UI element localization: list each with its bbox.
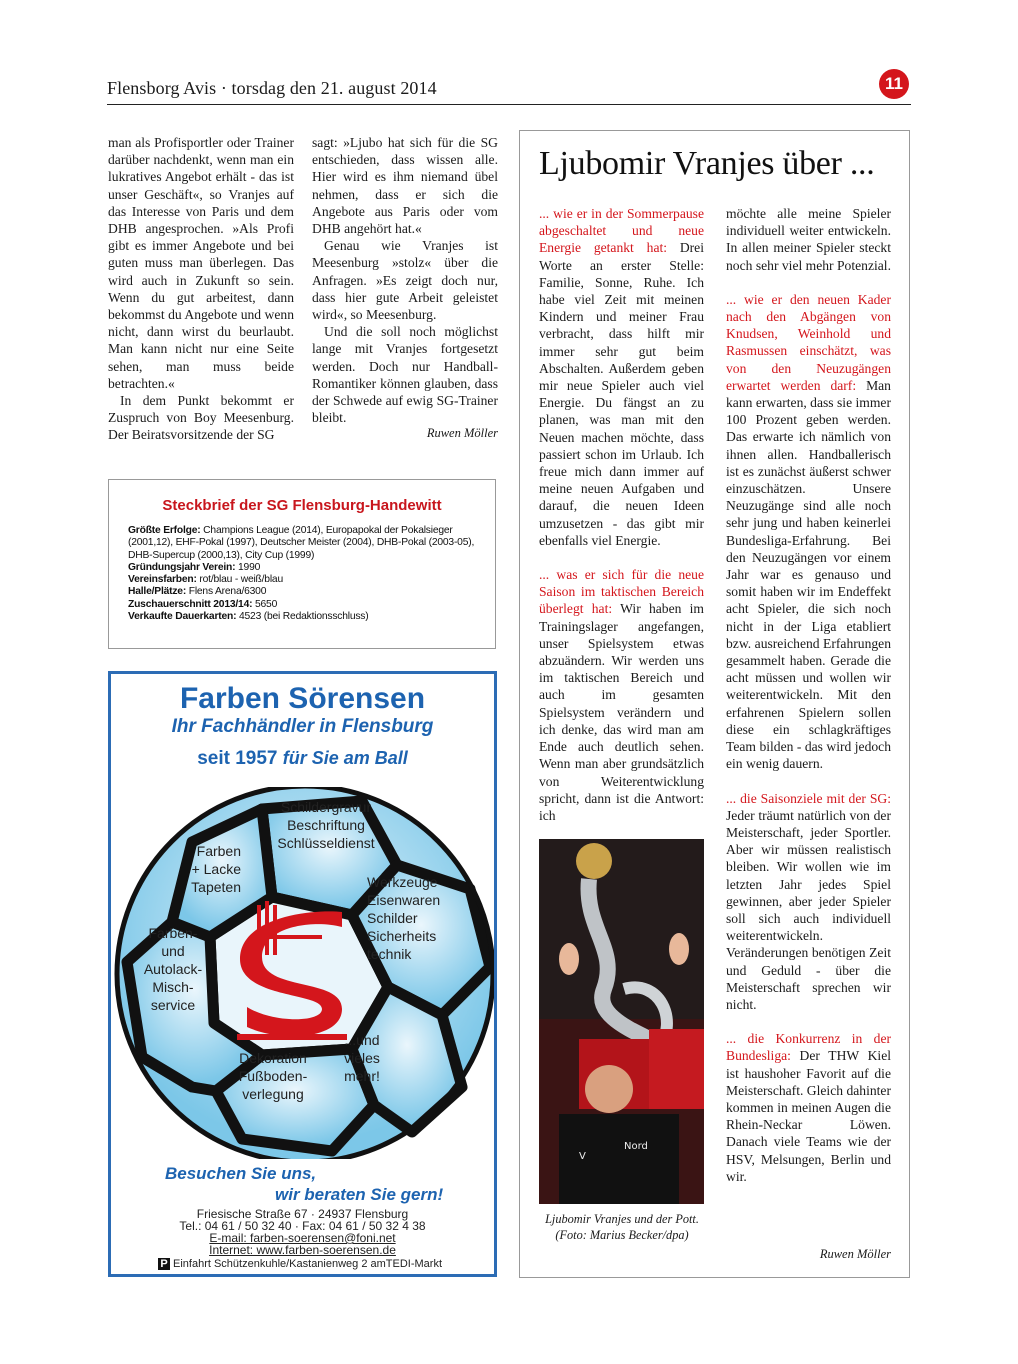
advertisement bbox=[108, 671, 497, 1277]
fact-label: Halle/Plätze: bbox=[128, 586, 187, 598]
paragraph: man als Profisportler oder Trainer darüber nachdenkt, wenn man ein lukratives Angebot erhält - das ist unser Geschäft«, so Vranjes auf das Interesse von Paris und dem DHB angesprochen. »Als Profi gibt es immer Angebote und bei guten muss man überlegen. Das wird auch in Zukunft so sein. Wenn du gut arbeitest, dann bekommst du Angebote und wenn nicht, dann wirst du beurlaubt. Man kann nicht nur eine Seite sehen, man muss beide betrachten.« bbox=[108, 135, 294, 391]
fact-label: Zuschauerschnitt 2013/14: bbox=[128, 598, 253, 610]
interview-question: ... wie er den neuen Kader nach den Abgängen von Knudsen, Weinhold und Rasmussen einschätzt, was von den Neuzugängen erwartet werden darf: bbox=[726, 291, 891, 393]
interview-title: Ljubomir Vranjes über ... bbox=[539, 145, 875, 182]
fact-value: 5650 bbox=[252, 598, 278, 610]
interview-answer bbox=[726, 291, 891, 773]
interview-column-right bbox=[726, 205, 891, 1185]
ball-label-paint: Farben + Lacke Tapeten bbox=[191, 843, 241, 895]
paragraph: Und die soll noch möglichst lange mit Vranjes fortgesetzt werden. Doch nur Handball-Romantiker können glauben, dass der Schwede auf ewig SG-Trainer bleibt. bbox=[312, 324, 498, 426]
ad-visit-line-2: wir beraten Sie gern! bbox=[275, 1185, 444, 1204]
photo-caption bbox=[534, 1211, 710, 1243]
fact-label: Vereinsfarben: bbox=[128, 574, 197, 586]
interview-answer-text: Man kann erwarten, dass sie immer 100 Prozent geben werden. Das erwarte ich nämlich von ihnen allen. Handballerisch ist es zunächst äußerst schwer einzuschätzen. Unsere Neuzugänge sind alle noch sehr jung und haben keinerlei Bundesliga-Erfahrung. Bei den Neuzugängen vor einem Jahr war es genauso und somit haben wir im Endeffekt acht Spieler, die sich noch nicht in der Liga etabliert bzw. ausreichend Erfahrungen gesammelt haben. Gerade die acht müssen und wollen wir weiterentwickeln. Mit den erfahrenen Spielern sollen diese ein schlagkräftiges Team bilden - das wird jedoch ein wenig dauern. bbox=[726, 377, 891, 772]
fact-row bbox=[128, 525, 477, 562]
paragraph: Genau wie Vranjes ist Meesenburg »stolz« über die Anfragen. »Es zeigt doch nur, dass hier gute Arbeit geleistet wird«, so Meesenburg. bbox=[312, 238, 498, 323]
ball-label-more: ...und vieles mehr! bbox=[344, 1032, 380, 1084]
svg-text:V: V bbox=[579, 1151, 586, 1162]
fact-row bbox=[128, 599, 477, 611]
fact-label: Gründungsjahr Verein: bbox=[128, 561, 236, 573]
fact-label: Größte Erfolge: bbox=[128, 525, 201, 536]
ball-label-mixing-service: Farben- und Autolack- Misch- service bbox=[143, 925, 203, 1013]
interview-question: ... die Konkurrenz in der Bundesliga: bbox=[726, 1031, 891, 1064]
ad-website-link[interactable]: Internet: www.farben-soerensen.de bbox=[209, 1243, 396, 1257]
ad-parking bbox=[158, 1258, 442, 1270]
fact-box-body bbox=[128, 525, 477, 623]
page-number-badge: 11 bbox=[879, 69, 909, 99]
interview-answer-text: Wir haben im Trainingslager angefangen, unser Spielsystem etwas abzuändern. Wir werden uns im taktischen Bereich und auch im gesamten Spielsystem verändern und ich denke, das wird man am Ende auch deutlich sehen. Wenn man aber grundsätzlich von Weiterentwicklung spricht, dann ist die Antwort: ich bbox=[539, 601, 704, 823]
fact-box bbox=[108, 479, 496, 649]
interview-box bbox=[519, 130, 910, 1278]
fact-row bbox=[128, 611, 477, 623]
fact-row bbox=[128, 574, 477, 586]
ball-label-decoration: Dekoration Fußboden- verlegung bbox=[238, 1050, 308, 1102]
fact-value: 1990 bbox=[235, 561, 261, 573]
interview-answer-text: Jeder träumt natürlich von der Meisterschaft, jeder Sportler. Aber wir müssen realistisch bleiben. Wir wollen wie im letzten Jahr jedes Spiel gewinnen, aber jeder Spieler soll sich auch individuell weiterentwickeln. Veränderungen benötigen Zeit und Geduld - über die Meisterschaft sprechen wir nicht. bbox=[726, 807, 891, 1012]
interview-question: ... die Saisonziele mit der SG: bbox=[726, 790, 891, 806]
fact-row bbox=[128, 586, 477, 598]
parking-icon: P bbox=[158, 1258, 170, 1270]
interview-column-left bbox=[539, 205, 704, 824]
ad-since bbox=[111, 748, 494, 770]
interview-answer-text: Der THW Kiel ist haushoher Favorit auf die Meisterschaft. Gleich dahinter kommen in meinen Augen die Rhein-Neckar Löwen. Danach viele Teams wie der HSV, Melsungen, Berlin und wir. bbox=[726, 1048, 891, 1184]
ad-tagline: Ihr Fachhändler in Flensburg bbox=[171, 716, 434, 737]
fact-value: Champions League (2014), Europapokal der Pokalsieger (2001,12), EHF-Pokal (1997), Deutscher Meister (2004), DHB-Pokal (2003-05), DHB-Supercup (2000,13), City Cup (1999) bbox=[128, 525, 475, 561]
photo-credit: (Foto: Marius Becker/dpa) bbox=[555, 1228, 689, 1242]
fact-value: Flens Arena/6300 bbox=[186, 586, 267, 598]
ball-label-engraving: Schildergravur Beschriftung Schlüsseldienst bbox=[277, 799, 375, 851]
ball-label-tools: Werkzeuge Eisenwaren Schilder Sicherheits technik bbox=[367, 874, 441, 962]
photo-illustration bbox=[539, 839, 704, 1204]
interview-answer-text: möchte alle meine Spieler individuell weiter entwickeln. In allen meiner Spieler steckt noch sehr viel mehr Potenzial. bbox=[726, 206, 891, 273]
interview-answer bbox=[726, 790, 891, 1014]
interview-byline: Ruwen Möller bbox=[819, 1247, 891, 1261]
player-photo bbox=[539, 839, 704, 1204]
paragraph: In dem Punkt bekommt er Zuspruch von Boy Meesenburg. Der Beiratsvorsitzende der SG bbox=[108, 393, 294, 443]
ad-company-name: Farben Sörensen bbox=[179, 682, 426, 715]
fact-value: rot/blau - weiß/blau bbox=[196, 574, 283, 586]
fact-value: 4523 (bei Redaktionsschluss) bbox=[236, 611, 369, 623]
interview-question: ... wie er in der Sommerpause abgeschaltet und neue Energie getankt hat: bbox=[539, 206, 704, 256]
ad-website bbox=[111, 1244, 494, 1257]
article-byline: Ruwen Möller bbox=[426, 426, 498, 440]
interview-answer bbox=[539, 205, 704, 549]
ad-phone: Tel.: 04 61 / 50 32 40 · Fax: 04 61 / 50 32 4 38 bbox=[179, 1219, 426, 1233]
interview-answer bbox=[726, 1030, 891, 1185]
ad-address: Friesische Straße 67 · 24937 Flensburg bbox=[196, 1207, 409, 1221]
ad-email-link[interactable]: E-mail: farben-soerensen@foni.net bbox=[209, 1231, 396, 1245]
article-column-1 bbox=[108, 134, 294, 444]
article-column-2 bbox=[312, 134, 498, 426]
photo-caption-line: Ljubomir Vranjes und der Pott. bbox=[545, 1212, 699, 1226]
ad-parking-text: Einfahrt Schützenkuhle/Kastanienweg 2 amTEDI-Markt bbox=[173, 1258, 443, 1270]
fact-row bbox=[128, 562, 477, 574]
ad-visit-line-1: Besuchen Sie uns, bbox=[165, 1164, 317, 1183]
ad-since-slogan: für Sie am Ball bbox=[282, 748, 408, 768]
interview-question: ... was er sich für die neue Saison im taktischen Bereich überlegt hat: bbox=[539, 567, 704, 617]
paragraph: sagt: »Ljubo hat sich für die SG entschieden, dass wissen alle. Hier wird es ihm niemand übel nehmen, dass er sich die Angebote aus Paris oder vom DHB angehört hat.« bbox=[312, 135, 498, 237]
interview-answer-text: Drei Worte an erster Stelle: Familie, Sonne, Ruhe. Ich habe viel Zeit mit meinen Kindern und meiner Frau verbracht, dass hilft mir immer sehr gut beim Abschalten. Außerdem geben mir neue Spieler auch viel Energie. Du fängst an zu planen, was man mit den Neuen machen möchte, dass passiert schon im Urlaub. Ich freue mich dann immer auf meine neuen Aufgaben und darauf, die neuen Ideen umzusetzen - das gibt mir ebenfalls viel Energie. bbox=[539, 240, 704, 548]
masthead: Flensborg Avis · torsdag den 21. august 2014 bbox=[107, 78, 437, 98]
fact-box-title: Steckbrief der SG Flensburg-Handewitt bbox=[162, 497, 442, 514]
ad-since-year: seit 1957 bbox=[197, 748, 283, 769]
interview-answer bbox=[539, 566, 704, 824]
interview-answer bbox=[726, 205, 891, 274]
header-rule bbox=[107, 104, 911, 105]
fact-label: Verkaufte Dauerkarten: bbox=[128, 611, 237, 623]
svg-text:Nord: Nord bbox=[624, 1141, 648, 1152]
